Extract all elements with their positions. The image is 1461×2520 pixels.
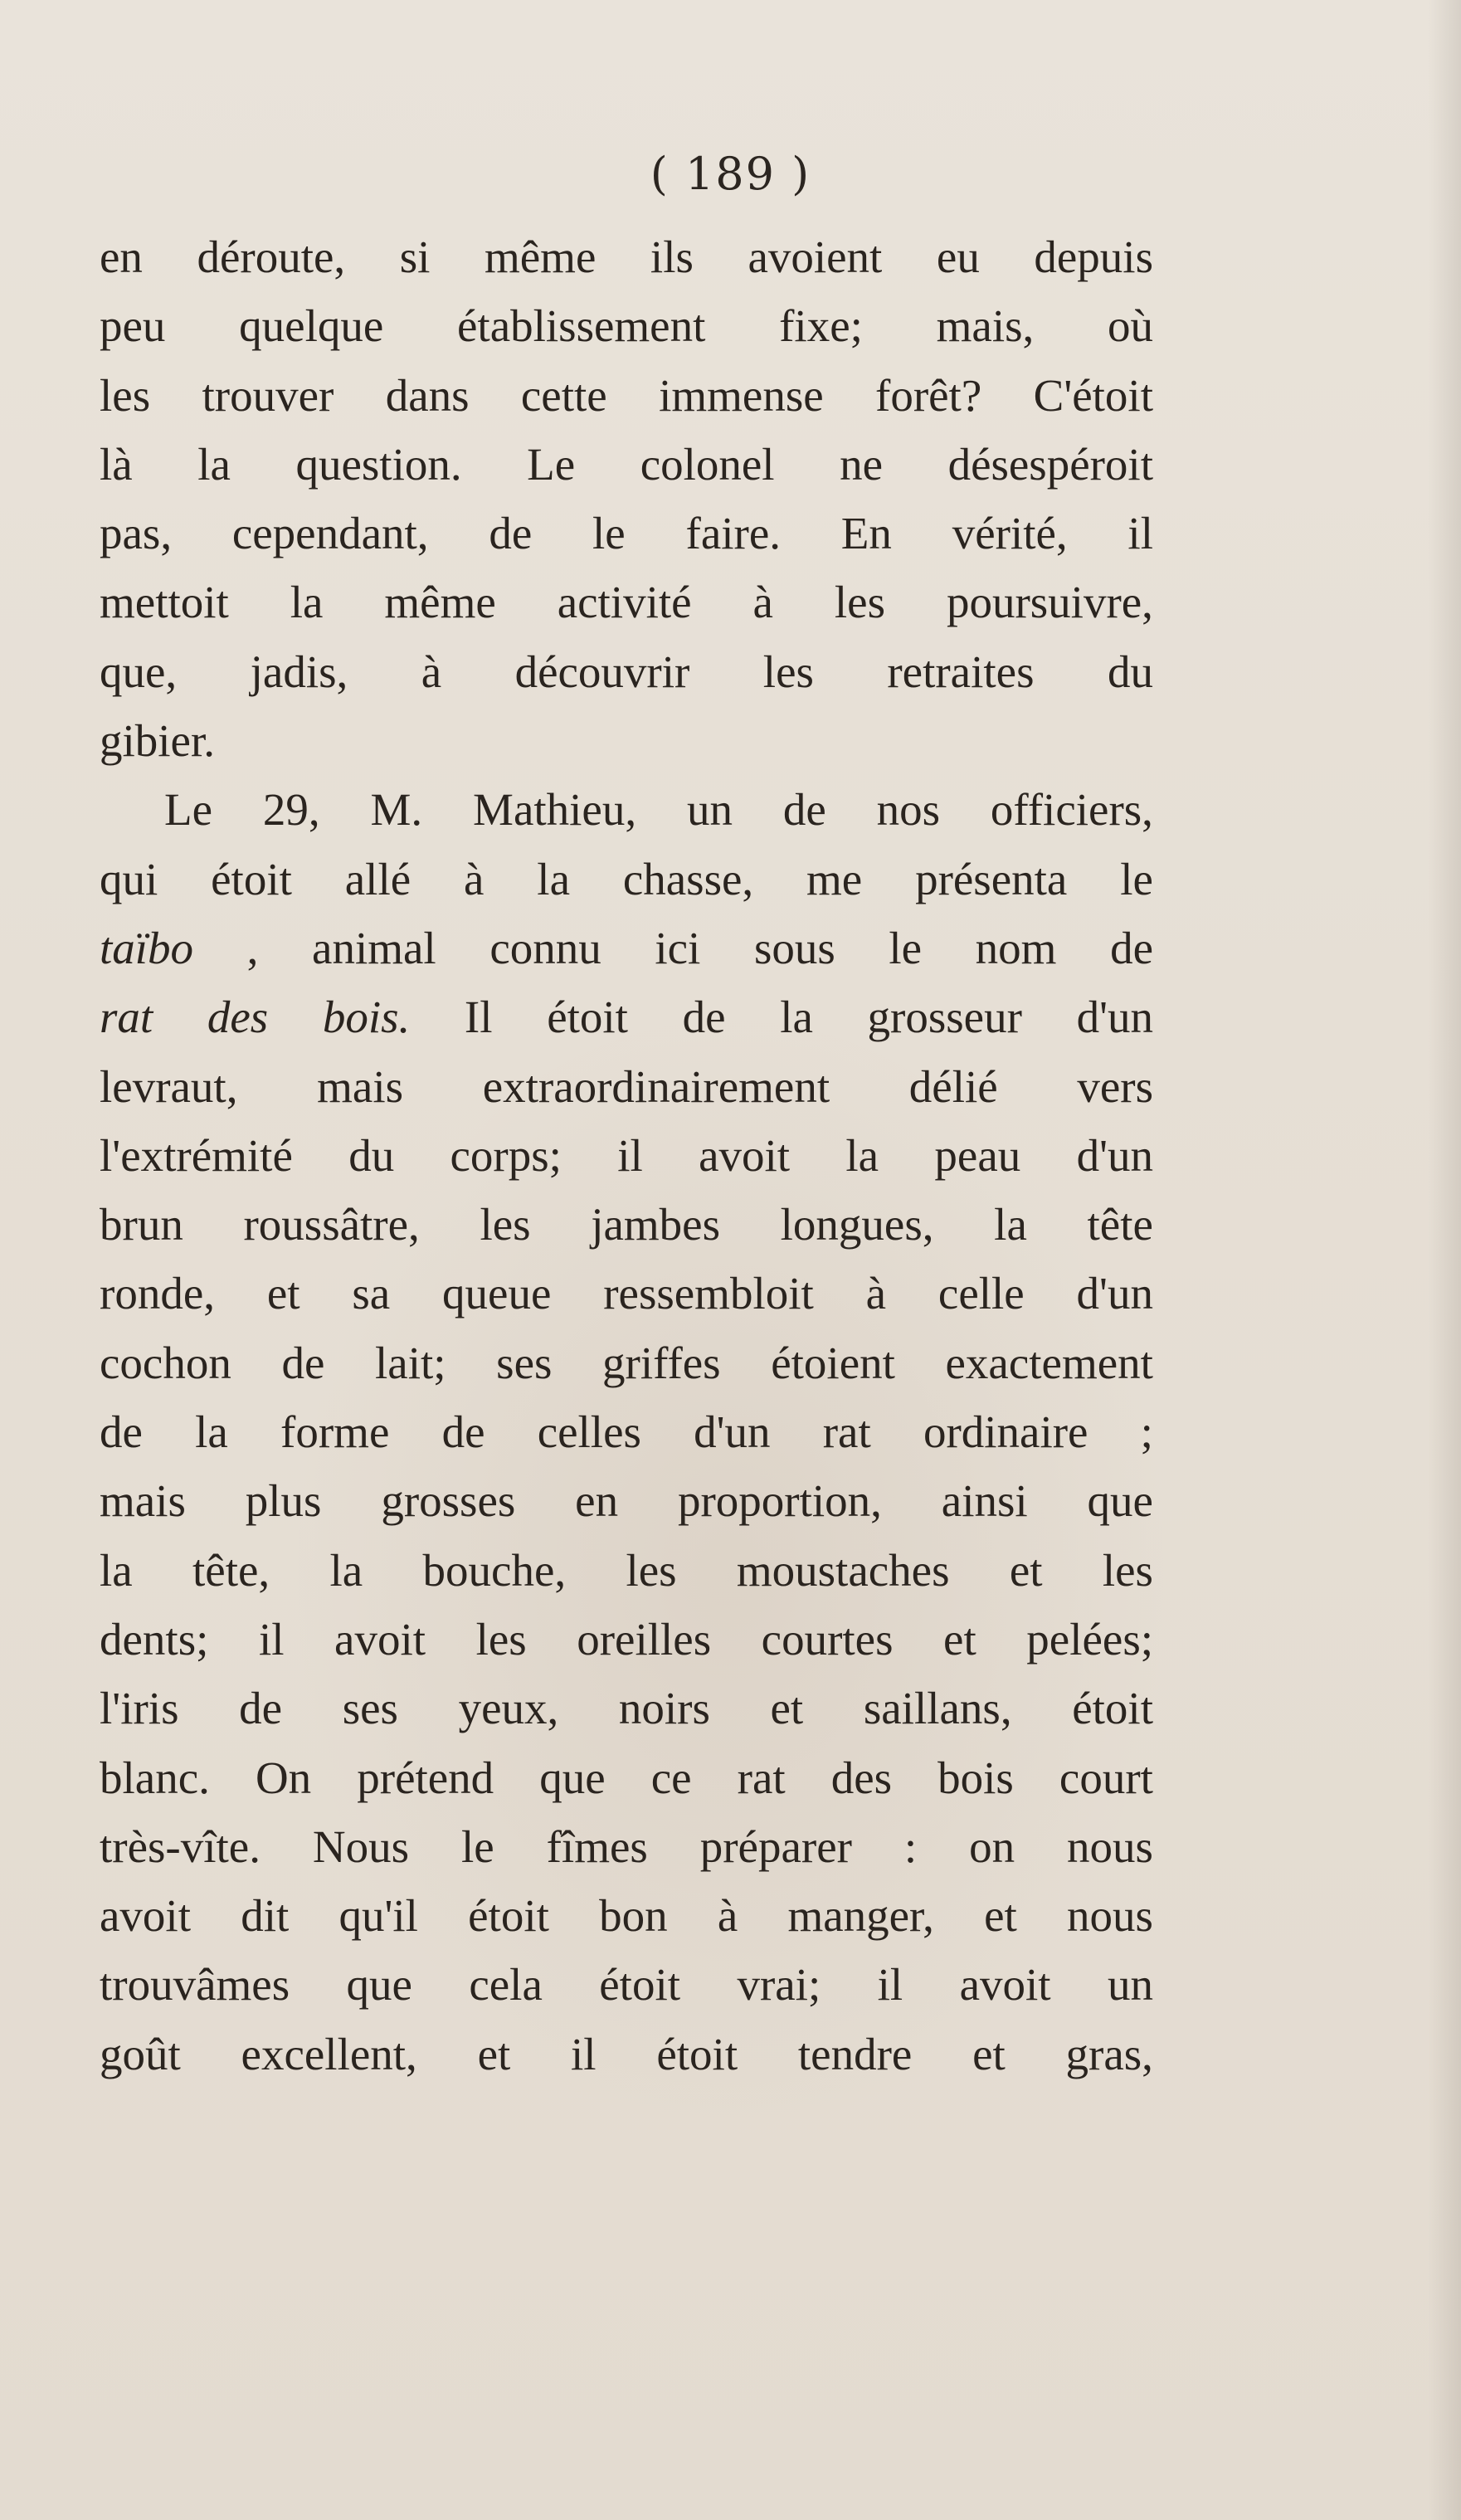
word: forêt? <box>875 369 982 421</box>
word: les <box>480 1199 531 1250</box>
word: goût <box>100 2028 181 2079</box>
word: et <box>984 1890 1017 1942</box>
word: et <box>266 1268 300 1319</box>
word: nous <box>1067 1821 1153 1872</box>
word: blanc. <box>100 1752 210 1803</box>
word: plus <box>245 1475 322 1527</box>
word: gibier. <box>100 715 216 767</box>
word: mettoit <box>100 577 229 628</box>
word: de <box>281 1337 325 1388</box>
word: l'extrémité <box>100 1129 293 1181</box>
word: ordinaire <box>923 1406 1088 1458</box>
word: lait; <box>375 1337 446 1388</box>
word: retraites <box>887 646 1035 697</box>
word: la <box>329 1544 363 1596</box>
word: rat <box>100 992 153 1043</box>
word: à <box>717 1890 738 1942</box>
word: établissement <box>457 300 706 352</box>
text-line <box>100 222 1153 291</box>
word: C'étoit <box>1033 369 1153 421</box>
word: pelées; <box>1026 1613 1153 1665</box>
word: sous <box>753 922 835 973</box>
word: désespéroit <box>947 438 1153 490</box>
word: levraut, <box>100 1060 238 1112</box>
word: poursuivre, <box>946 577 1153 628</box>
word: griffes <box>602 1337 721 1388</box>
text-line <box>100 1052 1153 1121</box>
word: de <box>100 1406 143 1458</box>
word: vrai; <box>737 1959 821 2011</box>
word: activité <box>557 577 692 628</box>
word: rat <box>822 1406 871 1458</box>
word: manger, <box>787 1890 934 1942</box>
word: celles <box>537 1406 641 1458</box>
word: de <box>489 508 533 559</box>
word: cette <box>520 369 607 421</box>
word: étoit <box>1072 1683 1153 1734</box>
word: présenta <box>915 853 1068 904</box>
word: et <box>1009 1544 1043 1596</box>
word: animal <box>312 922 436 973</box>
word: étoit <box>547 992 628 1043</box>
text-line <box>100 1259 1153 1328</box>
word: la <box>197 438 231 490</box>
word: la <box>290 577 324 628</box>
word: colonel <box>640 438 775 490</box>
text-line <box>100 430 1153 499</box>
word: le <box>889 922 923 973</box>
word: courtes <box>761 1613 894 1665</box>
word: étoit <box>656 2028 738 2079</box>
word: ici <box>655 922 701 973</box>
word: M. <box>370 784 423 836</box>
word: avoit <box>959 1959 1051 2011</box>
text-line <box>100 1950 1153 2019</box>
word: avoit <box>100 1890 191 1942</box>
text-line <box>100 568 1153 636</box>
word: corps; <box>450 1129 562 1181</box>
word: bois <box>937 1752 1014 1803</box>
word: queue <box>442 1268 552 1319</box>
word: très-vîte. <box>100 1821 261 1872</box>
word: , <box>246 922 259 973</box>
word: dans <box>385 369 470 421</box>
word: on <box>969 1821 1015 1872</box>
word: noirs <box>618 1683 710 1734</box>
text-line <box>100 291 1153 360</box>
word: et <box>477 2028 511 2079</box>
word: grosseur <box>867 992 1022 1043</box>
word: la <box>994 1199 1027 1250</box>
text-line <box>100 2020 1153 2089</box>
word: que, <box>100 646 178 697</box>
word: vérité, <box>952 508 1068 559</box>
word: cela <box>469 1959 543 2011</box>
word: il <box>571 2028 597 2079</box>
word: bouche, <box>422 1544 567 1596</box>
word: vers <box>1077 1060 1153 1112</box>
word: les <box>762 646 814 697</box>
text-line <box>100 637 1153 706</box>
word: même <box>384 577 496 628</box>
word: nos <box>876 784 941 836</box>
word: l'iris <box>100 1683 179 1734</box>
word: ils <box>650 232 694 282</box>
word: les <box>100 369 151 421</box>
word: officiers, <box>990 784 1153 836</box>
word: déroute, <box>197 232 346 282</box>
word: le <box>1120 853 1153 904</box>
text-line <box>100 1605 1153 1674</box>
word: ne <box>840 438 884 490</box>
word: gras, <box>1065 2028 1153 2079</box>
word: Nous <box>312 1821 410 1872</box>
word: il <box>877 1959 903 2011</box>
word: étoit <box>211 853 292 904</box>
word: court <box>1059 1752 1153 1803</box>
word: depuis <box>1034 232 1153 282</box>
word: eu <box>936 232 980 282</box>
word: d'un <box>1076 1129 1153 1181</box>
word: ; <box>1140 1406 1153 1458</box>
word: du <box>1107 646 1153 697</box>
word: Le <box>527 438 576 490</box>
word: avoit <box>334 1613 426 1665</box>
word: pas, <box>100 508 173 559</box>
word: de <box>1110 922 1153 973</box>
word: trouvâmes <box>100 1959 290 2011</box>
word: chasse, <box>622 853 754 904</box>
word: En <box>840 508 892 559</box>
word: la <box>195 1406 228 1458</box>
word: que <box>1087 1475 1153 1527</box>
word: un <box>686 784 733 836</box>
word: en <box>575 1475 619 1527</box>
word: qui <box>100 853 158 904</box>
word: dents; <box>100 1613 209 1665</box>
word: Mathieu, <box>473 784 637 836</box>
text-line <box>100 1881 1153 1950</box>
word: nous <box>1067 1890 1153 1942</box>
word: mais <box>317 1060 404 1112</box>
word: grosses <box>381 1475 516 1527</box>
word: brun <box>100 1199 183 1250</box>
word: peu <box>100 300 166 352</box>
word: prétend <box>357 1752 494 1803</box>
word: me <box>806 853 863 904</box>
word: jadis, <box>250 646 348 697</box>
word: étoient <box>771 1337 895 1388</box>
page-number: ( 189 ) <box>650 148 811 200</box>
text-line <box>100 1743 1153 1812</box>
word: connu <box>489 922 601 973</box>
word: rat <box>737 1752 786 1803</box>
word: allé <box>344 853 412 904</box>
word: ronde, <box>100 1268 215 1319</box>
word: Il <box>464 992 493 1043</box>
word: trouver <box>202 369 334 421</box>
word: roussâtre, <box>243 1199 420 1250</box>
word: celle <box>937 1268 1025 1319</box>
word: taïbo <box>100 922 194 973</box>
text-line <box>100 982 1153 1051</box>
text-line <box>100 1536 1153 1605</box>
text-line <box>100 1190 1153 1259</box>
word: ses <box>496 1337 553 1388</box>
word: peau <box>934 1129 1021 1181</box>
word: de <box>441 1406 485 1458</box>
word: jambes <box>591 1199 720 1250</box>
text-line <box>100 1812 1153 1881</box>
word: saillans, <box>863 1683 1012 1734</box>
word: que <box>539 1752 606 1803</box>
word: proportion, <box>677 1475 882 1527</box>
word: à <box>464 853 485 904</box>
word: longues, <box>780 1199 934 1250</box>
text-line <box>100 499 1153 568</box>
word: moustaches <box>736 1544 950 1596</box>
word: les <box>834 577 885 628</box>
word: cependant, <box>231 508 429 559</box>
word: fixe; <box>779 300 863 352</box>
word: la <box>780 992 813 1043</box>
word: de <box>782 784 826 836</box>
word: la <box>100 1544 133 1596</box>
word: Le <box>164 784 213 836</box>
word: la <box>537 853 570 904</box>
word: mais <box>100 1475 186 1527</box>
word: ses <box>342 1683 398 1734</box>
text-line <box>100 845 1153 914</box>
word: yeux, <box>458 1683 559 1734</box>
word: des <box>830 1752 893 1803</box>
text-line <box>100 1397 1153 1466</box>
word: sa <box>352 1268 391 1319</box>
page-edge-shadow <box>1428 0 1461 2520</box>
text-line <box>100 1121 1153 1190</box>
word: où <box>1108 300 1153 352</box>
word: si <box>399 232 431 282</box>
word: le <box>460 1821 494 1872</box>
word: là <box>100 438 133 490</box>
word: et <box>943 1613 976 1665</box>
word: de <box>682 992 726 1043</box>
word: : <box>903 1821 918 1872</box>
word: les <box>475 1613 527 1665</box>
word: quelque <box>239 300 384 352</box>
word: On <box>255 1752 312 1803</box>
word: ce <box>650 1752 692 1803</box>
word: fîmes <box>546 1821 648 1872</box>
text-line <box>100 775 1153 844</box>
word: bon <box>599 1890 668 1942</box>
word: avoient <box>748 232 883 282</box>
word: 29, <box>262 784 320 836</box>
word: le <box>592 508 626 559</box>
word: et <box>972 2028 1006 2079</box>
word: de <box>239 1683 283 1734</box>
word: excellent, <box>241 2028 417 2079</box>
word: exactement <box>945 1337 1153 1388</box>
word: la <box>845 1129 879 1181</box>
word: nom <box>975 922 1057 973</box>
word: question. <box>295 438 462 490</box>
word: oreilles <box>577 1613 712 1665</box>
word: tête <box>1087 1199 1153 1250</box>
word: avoit <box>699 1129 791 1181</box>
word: et <box>770 1683 804 1734</box>
word: il <box>617 1129 643 1181</box>
word: ressembloit <box>603 1268 814 1319</box>
word: à <box>421 646 442 697</box>
text-line <box>100 361 1153 430</box>
word: bois. <box>322 992 411 1043</box>
word: délié <box>908 1060 998 1112</box>
word: mais, <box>936 300 1035 352</box>
body-text <box>100 222 1153 2089</box>
text-line <box>100 914 1153 982</box>
word: faire. <box>685 508 782 559</box>
word: tête, <box>192 1544 270 1596</box>
word: en <box>100 232 143 282</box>
word: il <box>1127 508 1153 559</box>
word: dit <box>241 1890 290 1942</box>
word: à <box>865 1268 887 1319</box>
word: d'un <box>1076 992 1153 1043</box>
word: étoit <box>468 1890 549 1942</box>
word: il <box>258 1613 285 1665</box>
word: du <box>348 1129 395 1181</box>
word: immense <box>659 369 824 421</box>
text-line <box>100 706 1153 775</box>
word: que <box>346 1959 412 2011</box>
word: tendre <box>797 2028 913 2079</box>
word: d'un <box>1076 1268 1153 1319</box>
word: les <box>1102 1544 1153 1596</box>
word: un <box>1108 1959 1153 2011</box>
word: cochon <box>100 1337 231 1388</box>
word: découvrir <box>514 646 690 697</box>
word: préparer <box>699 1821 852 1872</box>
word: extraordinairement <box>482 1060 830 1112</box>
text-line <box>100 1328 1153 1397</box>
word: ainsi <box>941 1475 1028 1527</box>
word: même <box>484 232 597 282</box>
word: forme <box>280 1406 390 1458</box>
word: à <box>752 577 773 628</box>
word: des <box>207 992 269 1043</box>
word: étoit <box>599 1959 681 2011</box>
text-line <box>100 1674 1153 1743</box>
word: d'un <box>694 1406 771 1458</box>
word: les <box>626 1544 677 1596</box>
word: qu'il <box>338 1890 418 1942</box>
text-line <box>100 1466 1153 1535</box>
